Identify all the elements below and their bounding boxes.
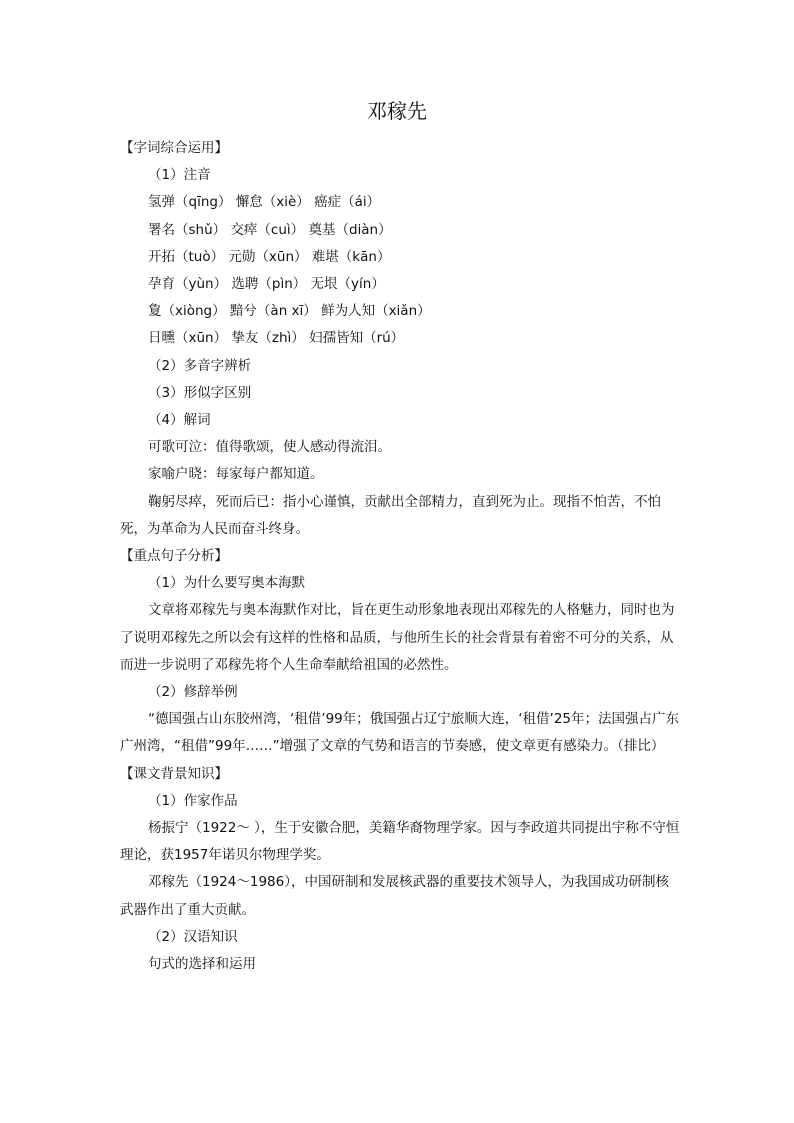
vocab-pronunciation-heading: （1）注音 [148, 167, 211, 184]
document-body [120, 135, 680, 978]
vocab-row: 开拓（tuò） 元勋（xūn） 难堪（kān） [148, 248, 391, 265]
definition-heading: （4）解词 [148, 412, 211, 429]
section-heading-background: 【课文背景知识】 [120, 765, 228, 782]
background-paragraph: 杨振宁（1922～ ），生于安徽合肥，美籍华裔物理学家。因与李政道共同提出宇称不守恒理论，获1957年诺贝尔物理学奖。 [120, 820, 680, 864]
definition-item: 可歌可泣：值得歌颂，使人感动得流泪。 [148, 439, 391, 456]
page-title: 邓稼先 [367, 99, 427, 123]
analysis-subheading: （1）为什么要写奥本海默 [148, 575, 306, 592]
section-heading-analysis: 【重点句子分析】 [120, 548, 228, 565]
definition-item-long: 鞠躬尽瘁，死而后已：指小心谨慎，贡献出全部精力，直到死为止。现指不怕苦，不怕死，为革命为人民而奋斗终身。 [120, 493, 661, 537]
vocab-row: 孕育（yùn） 选聘（pìn） 无垠（yín） [148, 276, 385, 293]
analysis-paragraph: 文章将邓稼先与奥本海默作对比，旨在更生动形象地表现出邓稼先的人格魅力，同时也为了说明邓稼先之所以会有这样的性格和品质，与他所生长的社会背景有着密不可分的关系，从而进一步说明了邓稼先将个人生命奉献给祖国的必然性。 [120, 602, 675, 673]
background-subheading: （1）作家作品 [148, 792, 238, 809]
background-paragraph: 句式的选择和运用 [148, 956, 256, 973]
vocab-row: 署名（shǔ） 交瘁（cuì） 奠基（diàn） [148, 221, 392, 238]
polyphone-heading: （2）多音字辨析 [148, 357, 252, 374]
similar-char-heading: （3）形似字区别 [148, 384, 252, 401]
background-subheading: （2）汉语知识 [148, 928, 238, 945]
analysis-subheading: （2）修辞举例 [148, 684, 238, 701]
vocab-row: 日曛（xūn） 挚友（zhì） 妇孺皆知（rú） [148, 330, 405, 347]
definition-item: 家喻户晓：每家每户都知道。 [148, 466, 324, 483]
vocab-row: 夐（xiòng） 黯兮（àn xī） 鲜为人知（xiǎn） [148, 303, 431, 320]
section-heading-vocab: 【字词综合运用】 [120, 140, 228, 156]
background-paragraph: 邓稼先（1924～1986），中国研制和发展核武器的重要技术领导人，为我国成功研制核武器作出了重大贡献。 [120, 874, 669, 918]
vocab-row: 氢弹（qīng） 懈怠（xiè） 癌症（ái） [148, 194, 381, 211]
analysis-paragraph: “德国强占山东胶州湾，‘租借’99年；俄国强占辽宁旅顺大连，‘租借’25年；法国强占广东广州湾，“租借”99年……”增强了文章的气势和语言的节奏感，使文章更有感染力。（排比） [120, 711, 680, 755]
